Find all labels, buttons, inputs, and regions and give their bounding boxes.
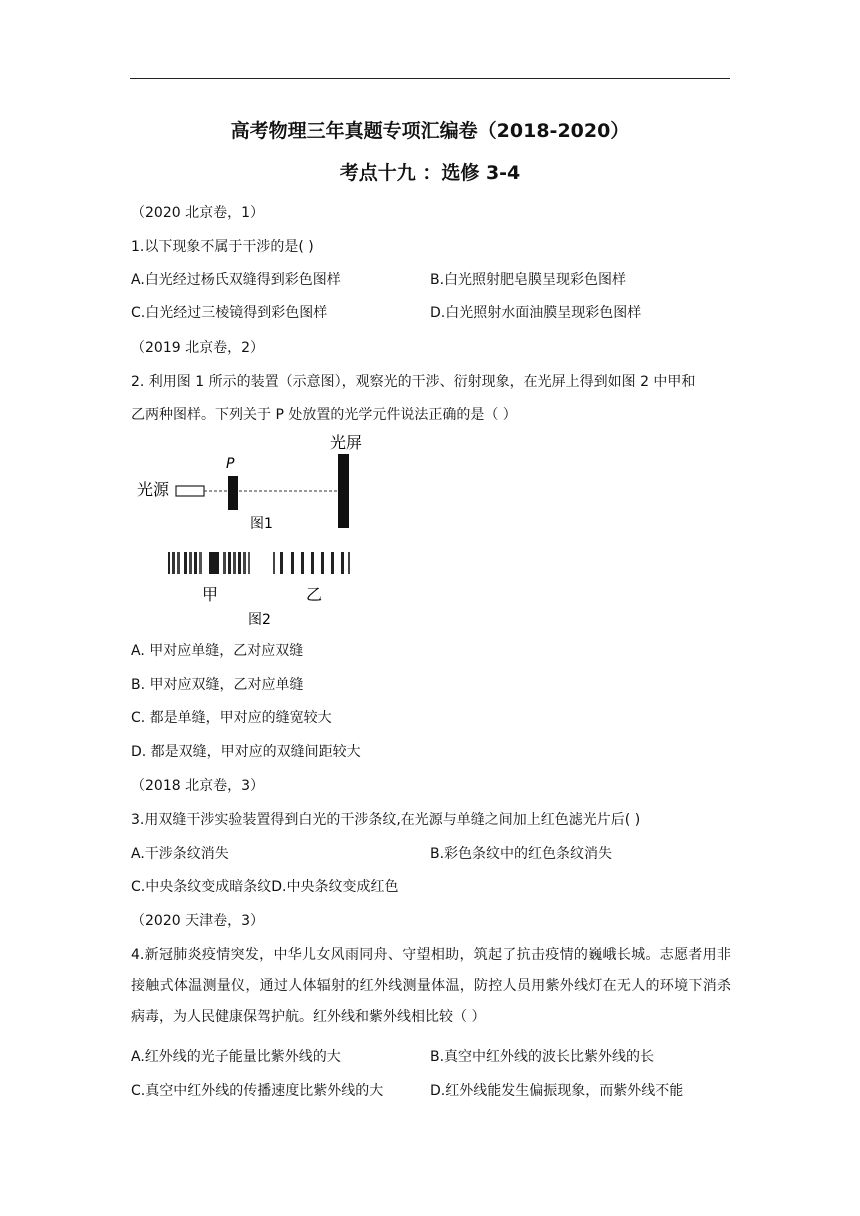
q3-option-cd: C.中央条纹变成暗条纹D.中央条纹变成红色	[131, 879, 399, 895]
q3-option-b: B.彩色条纹中的红色条纹消失	[430, 846, 613, 862]
q2-stem-line2: 乙两种图样。下列关于 P 处放置的光学元件说法正确的是（ ）	[131, 407, 517, 423]
pattern-yi	[273, 552, 350, 574]
figure-label-source: 光源	[137, 480, 170, 499]
q4-option-c: C.真空中红外线的传播速度比紫外线的大	[131, 1083, 384, 1099]
q2-stem-line1: 2. 利用图 1 所示的装置（示意图），观察光的干涉、衍射现象，在光屏上得到如图 2 中甲和	[131, 374, 696, 390]
light-source-box	[176, 486, 204, 496]
q1-source: （2020 北京卷，1）	[131, 205, 264, 221]
q2-source: （2019 北京卷，2）	[131, 340, 264, 356]
figure-label-jia: 甲	[202, 585, 219, 604]
q4-source: （2020 天津卷，3）	[131, 913, 264, 929]
q1-option-d: D.白光照射水面油膜呈现彩色图样	[430, 305, 642, 321]
q1-option-c: C.白光经过三棱镜得到彩色图样	[131, 305, 328, 321]
figure-label-p: P	[226, 456, 235, 472]
q4-option-a: A.红外线的光子能量比紫外线的大	[131, 1049, 341, 1065]
page-title: 高考物理三年真题专项汇编卷（2018-2020）	[230, 120, 630, 142]
q4-option-b: B.真空中红外线的波长比紫外线的长	[430, 1049, 655, 1065]
page-subtitle: 考点十九 ：选修 3-4	[339, 162, 521, 184]
q2-option-a: A. 甲对应单缝，乙对应双缝	[131, 643, 304, 659]
figure-label-yi: 乙	[306, 585, 323, 604]
header-rule	[130, 78, 730, 79]
q1-option-b: B.白光照射肥皂膜呈现彩色图样	[430, 272, 627, 288]
q3-option-a: A.干涉条纹消失	[131, 846, 229, 862]
q2-option-d: D. 都是双缝，甲对应的双缝间距较大	[131, 744, 361, 760]
q3-stem: 3.用双缝干涉实验装置得到白光的干涉条纹,在光源与单缝之间加上红色滤光片后( )	[131, 812, 641, 828]
optics-figure	[130, 428, 390, 636]
q3-source: （2018 北京卷，3）	[131, 778, 264, 794]
figure-caption-1: 图1	[250, 516, 273, 532]
q2-option-c: C. 都是单缝，甲对应的缝宽较大	[131, 710, 332, 726]
q1-stem: 1.以下现象不属于干涉的是( )	[131, 239, 314, 255]
q4-stem: 4.新冠肺炎疫情突发，中华儿女风雨同舟、守望相助，筑起了抗击疫情的巍峨长城。志愿者用非接触式体温测量仪，通过人体辐射的红外线测量体温，防控人员用紫外线灯在无人的环境下消杀病毒，为人民健康保驾护航。红外线和紫外线相比较（ ）	[131, 947, 731, 1025]
q4-option-d: D.红外线能发生偏振现象，而紫外线不能	[430, 1083, 684, 1099]
q2-option-b: B. 甲对应双缝，乙对应单缝	[131, 677, 304, 693]
element-p	[228, 476, 238, 510]
screen-bar	[338, 454, 349, 528]
pattern-jia	[168, 552, 250, 574]
q1-option-a: A.白光经过杨氏双缝得到彩色图样	[131, 272, 341, 288]
figure-caption-2: 图2	[248, 612, 271, 628]
figure-label-screen: 光屏	[330, 433, 363, 452]
